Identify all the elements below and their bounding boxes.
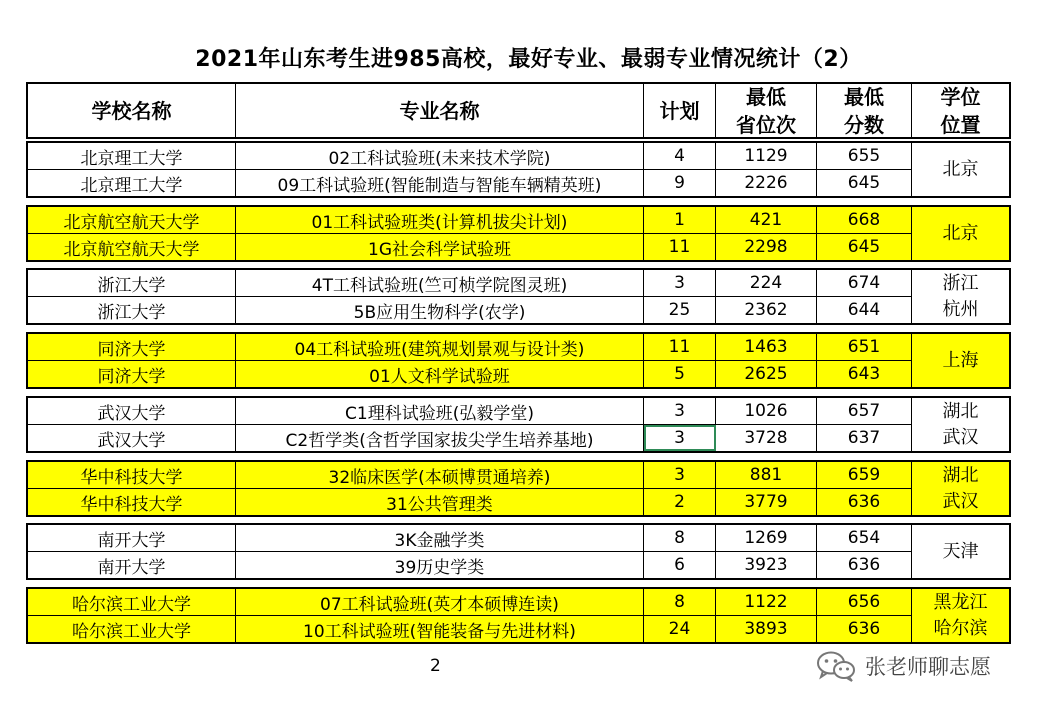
cell-major[interactable]: 5B应用生物科学(农学) xyxy=(236,297,644,323)
cell-plan[interactable]: 4 xyxy=(644,143,716,169)
page-number: 2 xyxy=(430,656,441,676)
cell-school[interactable]: 武汉大学 xyxy=(28,398,236,424)
cell-rank[interactable]: 1026 xyxy=(716,398,817,424)
table-row[interactable] xyxy=(28,270,912,296)
cell-rank[interactable]: 1129 xyxy=(716,143,817,169)
cell-plan[interactable]: 2 xyxy=(644,489,716,515)
cell-school[interactable]: 北京理工大学 xyxy=(28,170,236,196)
cell-plan[interactable]: 8 xyxy=(644,589,716,615)
cell-plan[interactable]: 3 xyxy=(644,270,716,296)
table-header xyxy=(26,82,1011,139)
header-score-line2: 分数 xyxy=(844,112,884,137)
cell-rank[interactable]: 2362 xyxy=(716,297,817,323)
cell-rank[interactable]: 3923 xyxy=(716,552,817,578)
table-row[interactable] xyxy=(28,360,912,387)
cell-rank[interactable]: 1122 xyxy=(716,589,817,615)
wechat-icon xyxy=(815,650,857,682)
cell-location[interactable] xyxy=(912,462,1009,515)
cell-score[interactable]: 654 xyxy=(817,525,912,551)
cell-rank[interactable]: 3728 xyxy=(716,425,817,451)
header-plan: 计划 xyxy=(644,84,716,137)
location-line1: 上海 xyxy=(942,349,979,371)
table-row[interactable] xyxy=(28,398,912,424)
cell-school[interactable]: 浙江大学 xyxy=(28,297,236,323)
cell-rank[interactable]: 2298 xyxy=(716,234,817,260)
cell-plan[interactable]: 9 xyxy=(644,170,716,196)
cell-major[interactable]: 04工科试验班(建筑规划景观与设计类) xyxy=(236,334,644,360)
cell-school[interactable]: 南开大学 xyxy=(28,525,236,551)
table-row[interactable] xyxy=(28,143,912,169)
table-row[interactable] xyxy=(28,424,912,451)
cell-school[interactable]: 南开大学 xyxy=(28,552,236,578)
cell-major[interactable]: 01人文科学试验班 xyxy=(236,361,644,387)
cell-major[interactable]: 3K金融学类 xyxy=(236,525,644,551)
cell-school[interactable]: 北京航空航天大学 xyxy=(28,207,236,233)
cell-score[interactable]: 645 xyxy=(817,170,912,196)
table-row[interactable] xyxy=(28,169,912,196)
cell-score[interactable]: 659 xyxy=(817,462,912,488)
school-group xyxy=(26,268,1011,325)
cell-plan[interactable]: 1 xyxy=(644,207,716,233)
table-row[interactable] xyxy=(28,525,912,551)
location-line2: 武汉 xyxy=(942,426,979,448)
cell-location[interactable] xyxy=(912,207,1009,260)
cell-school[interactable]: 哈尔滨工业大学 xyxy=(28,616,236,642)
table-row[interactable] xyxy=(28,589,912,615)
cell-plan[interactable]: 8 xyxy=(644,525,716,551)
cell-rank[interactable]: 3779 xyxy=(716,489,817,515)
header-location xyxy=(912,84,1009,137)
school-group xyxy=(26,396,1011,453)
cell-score[interactable]: 643 xyxy=(817,361,912,387)
table-row[interactable] xyxy=(28,615,912,642)
table-row[interactable] xyxy=(28,233,912,260)
watermark-text: 张老师聊志愿 xyxy=(865,655,991,679)
cell-plan[interactable]: 11 xyxy=(644,334,716,360)
cell-rank[interactable]: 2625 xyxy=(716,361,817,387)
cell-plan[interactable]: 5 xyxy=(644,361,716,387)
cell-score[interactable]: 656 xyxy=(817,589,912,615)
location-line1: 湖北 xyxy=(942,400,979,422)
cell-major[interactable]: C2哲学类(含哲学国家拔尖学生培养基地) xyxy=(236,425,644,451)
cell-score[interactable]: 655 xyxy=(817,143,912,169)
table-row[interactable] xyxy=(28,551,912,578)
cell-rank[interactable]: 2226 xyxy=(716,170,817,196)
header-major: 专业名称 xyxy=(236,84,644,137)
cell-location[interactable] xyxy=(912,525,1009,578)
selected-cell-plan[interactable]: 3 xyxy=(644,425,716,451)
cell-plan[interactable]: 11 xyxy=(644,234,716,260)
cell-score[interactable]: 636 xyxy=(817,489,912,515)
cell-major[interactable]: 09工科试验班(智能制造与智能车辆精英班) xyxy=(236,170,644,196)
location-line2: 杭州 xyxy=(942,298,979,320)
cell-major[interactable]: 10工科试验班(智能装备与先进材料) xyxy=(236,616,644,642)
header-loc-line2: 位置 xyxy=(940,112,981,137)
cell-major[interactable]: 07工科试验班(英才本硕博连读) xyxy=(236,589,644,615)
cell-major[interactable]: 32临床医学(本硕博贯通培养) xyxy=(236,462,644,488)
cell-rank[interactable]: 3893 xyxy=(716,616,817,642)
cell-rank[interactable]: 224 xyxy=(716,270,817,296)
cell-score[interactable]: 644 xyxy=(817,297,912,323)
cell-score[interactable]: 651 xyxy=(817,334,912,360)
cell-location[interactable] xyxy=(912,270,1009,323)
cell-rank[interactable]: 421 xyxy=(716,207,817,233)
cell-plan[interactable]: 3 xyxy=(644,462,716,488)
school-group xyxy=(26,587,1011,644)
location-line1: 北京 xyxy=(942,158,979,180)
cell-location[interactable] xyxy=(912,334,1009,387)
table-row[interactable] xyxy=(28,296,912,323)
school-group xyxy=(26,205,1011,262)
watermark xyxy=(815,650,991,682)
cell-major[interactable]: C1理科试验班(弘毅学堂) xyxy=(236,398,644,424)
cell-school[interactable]: 同济大学 xyxy=(28,334,236,360)
location-line1: 湖北 xyxy=(942,464,979,486)
table-row[interactable] xyxy=(28,462,912,488)
cell-school[interactable]: 北京理工大学 xyxy=(28,143,236,169)
cell-location[interactable] xyxy=(912,143,1009,196)
location-line1: 北京 xyxy=(942,222,979,244)
header-rank-line1: 最低 xyxy=(746,84,786,109)
cell-score[interactable]: 645 xyxy=(817,234,912,260)
table-row[interactable] xyxy=(28,488,912,515)
cell-rank[interactable]: 1269 xyxy=(716,525,817,551)
cell-major[interactable]: 31公共管理类 xyxy=(236,489,644,515)
header-school: 学校名称 xyxy=(28,84,236,137)
cell-school[interactable]: 哈尔滨工业大学 xyxy=(28,589,236,615)
cell-plan[interactable]: 6 xyxy=(644,552,716,578)
cell-major[interactable]: 1G社会科学试验班 xyxy=(236,234,644,260)
location-line2: 武汉 xyxy=(942,490,979,512)
school-group xyxy=(26,460,1011,517)
cell-school[interactable]: 华中科技大学 xyxy=(28,462,236,488)
cell-school[interactable]: 华中科技大学 xyxy=(28,489,236,515)
cell-plan[interactable]: 24 xyxy=(644,616,716,642)
cell-rank[interactable]: 1463 xyxy=(716,334,817,360)
header-score xyxy=(817,84,912,137)
school-group xyxy=(26,332,1011,389)
cell-plan[interactable]: 3 xyxy=(644,398,716,424)
location-line1: 浙江 xyxy=(942,272,979,294)
cell-score[interactable]: 674 xyxy=(817,270,912,296)
page-title: 2021年山东考生进985高校，最好专业、最弱专业情况统计（2） xyxy=(195,47,862,72)
cell-major[interactable]: 39历史学类 xyxy=(236,552,644,578)
header-score-line1: 最低 xyxy=(844,84,884,109)
location-line1: 黑龙江 xyxy=(933,591,988,613)
cell-major[interactable]: 01工科试验班类(计算机拔尖计划) xyxy=(236,207,644,233)
cell-location[interactable] xyxy=(912,589,1009,642)
cell-score[interactable]: 636 xyxy=(817,616,912,642)
cell-plan[interactable]: 25 xyxy=(644,297,716,323)
cell-score[interactable]: 637 xyxy=(817,425,912,451)
cell-major[interactable]: 4T工科试验班(竺可桢学院图灵班) xyxy=(236,270,644,296)
cell-rank[interactable]: 881 xyxy=(716,462,817,488)
location-line2: 哈尔滨 xyxy=(933,617,988,639)
cell-school[interactable]: 同济大学 xyxy=(28,361,236,387)
table-row[interactable] xyxy=(28,334,912,360)
location-line1: 天津 xyxy=(942,540,979,562)
cell-location[interactable] xyxy=(912,398,1009,451)
cell-school[interactable]: 浙江大学 xyxy=(28,270,236,296)
school-group xyxy=(26,523,1011,580)
cell-major[interactable]: 02工科试验班(未来技术学院) xyxy=(236,143,644,169)
header-rank-line2: 省位次 xyxy=(736,112,796,137)
cell-score[interactable]: 668 xyxy=(817,207,912,233)
header-loc-line1: 学位 xyxy=(940,84,981,109)
header-rank xyxy=(716,84,817,137)
cell-score[interactable]: 636 xyxy=(817,552,912,578)
cell-school[interactable]: 北京航空航天大学 xyxy=(28,234,236,260)
cell-school[interactable]: 武汉大学 xyxy=(28,425,236,451)
cell-score[interactable]: 657 xyxy=(817,398,912,424)
school-group xyxy=(26,141,1011,198)
table-row[interactable] xyxy=(28,207,912,233)
